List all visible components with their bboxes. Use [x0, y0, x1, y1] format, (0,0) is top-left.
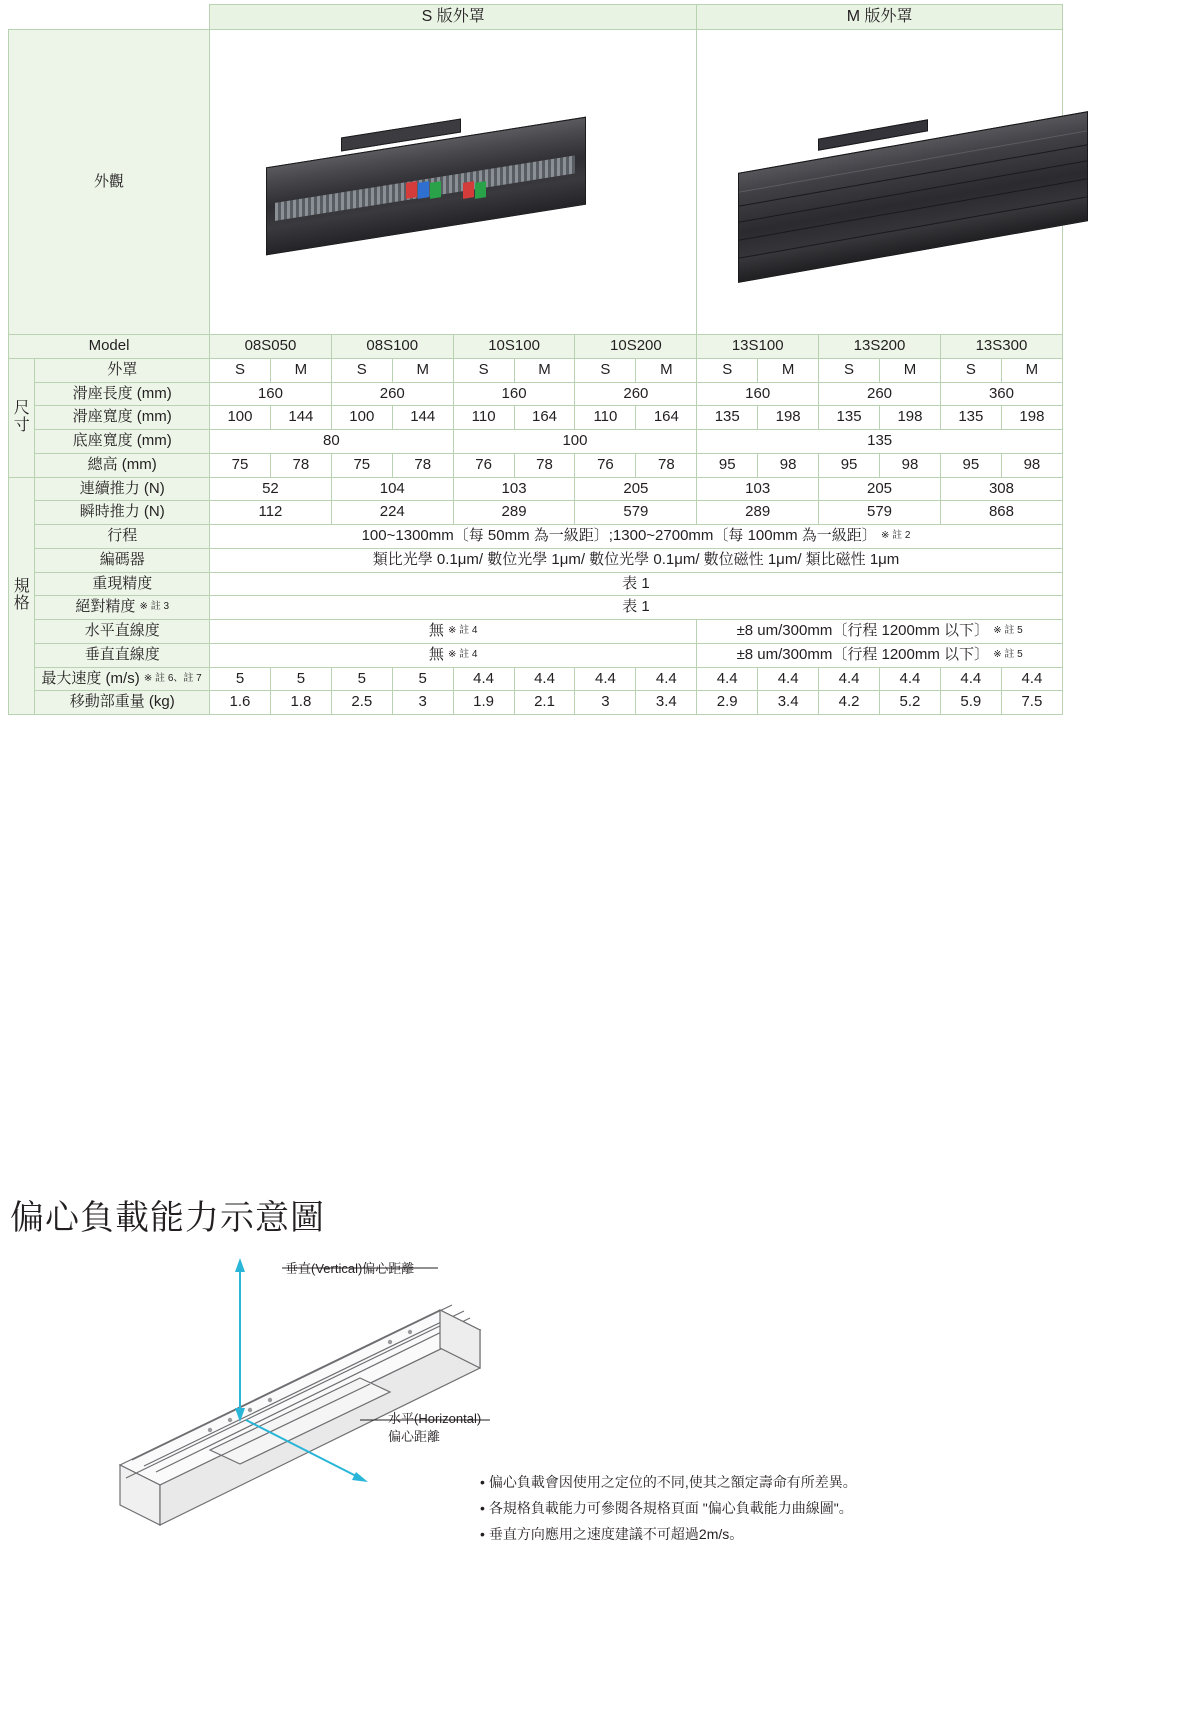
side-label-spec-c2: 格 — [13, 594, 30, 612]
cover-v4: S — [453, 358, 514, 382]
cover-v3: M — [392, 358, 453, 382]
cover-v12: S — [940, 358, 1001, 382]
row-label-total-height: 總高 (mm) — [35, 453, 210, 477]
row-label-cover: 外罩 — [35, 358, 210, 382]
total-height-v1: 78 — [270, 453, 331, 477]
cont-force-v4: 103 — [697, 477, 819, 501]
moving-mass-v3: 3 — [392, 691, 453, 715]
cont-force-v0: 52 — [210, 477, 332, 501]
total-height-v7: 78 — [636, 453, 697, 477]
moving-mass-v13: 7.5 — [1001, 691, 1062, 715]
h-straightness-left-value: 無 — [428, 622, 444, 639]
max-speed-v8: 4.4 — [697, 667, 758, 691]
row-label-accuracy-cell — [35, 596, 210, 620]
diagram-horizontal-label-line2: 偏心距離 — [388, 1429, 441, 1444]
slider-width-v2: 100 — [331, 406, 392, 430]
slider-width-v11: 198 — [880, 406, 941, 430]
slider-width-v12: 135 — [940, 406, 1001, 430]
diagram-notes — [480, 1470, 857, 1548]
cont-force-v6: 308 — [940, 477, 1062, 501]
table-row-stroke — [9, 525, 1063, 549]
moving-mass-v0: 1.6 — [210, 691, 271, 715]
accuracy-value: 表 1 — [210, 596, 1063, 620]
table-row-v-straightness — [9, 643, 1063, 667]
model-label: Model — [9, 335, 210, 359]
cover-v1: M — [270, 358, 331, 382]
total-height-v3: 78 — [392, 453, 453, 477]
cover-v9: M — [758, 358, 819, 382]
peak-force-v4: 289 — [697, 501, 819, 525]
total-height-v8: 95 — [697, 453, 758, 477]
row-label-h-straightness: 水平直線度 — [35, 620, 210, 644]
table-row-total-height — [9, 453, 1063, 477]
row-label-max-speed-note: ※ 註 6、註 7 — [143, 672, 202, 684]
max-speed-v2: 5 — [331, 667, 392, 691]
moving-mass-v2: 2.5 — [331, 691, 392, 715]
table-row-cover-headers — [9, 5, 1063, 30]
total-height-v4: 76 — [453, 453, 514, 477]
slider-length-v2: 160 — [453, 382, 575, 406]
specification-table — [8, 4, 1063, 715]
table-row-h-straightness — [9, 620, 1063, 644]
v-straightness-right — [697, 643, 1063, 667]
stroke-note: ※ 註 2 — [880, 529, 911, 541]
v-straightness-right-note: ※ 註 5 — [993, 648, 1023, 660]
note-item-1: • 偏心負載會因使用之定位的不同,使其之額定壽命有所差異。 — [480, 1470, 857, 1496]
table-row-repeatability — [9, 572, 1063, 596]
h-straightness-left — [210, 620, 697, 644]
table-row-peak-force — [9, 501, 1063, 525]
moving-mass-v4: 1.9 — [453, 691, 514, 715]
max-speed-v12: 4.4 — [940, 667, 1001, 691]
cont-force-v1: 104 — [331, 477, 453, 501]
row-label-cont-force: 連續推力 (N) — [35, 477, 210, 501]
cover-v8: S — [697, 358, 758, 382]
v-straightness-left — [210, 643, 697, 667]
total-height-v2: 75 — [331, 453, 392, 477]
max-speed-v3: 5 — [392, 667, 453, 691]
model-6: 13S300 — [940, 335, 1062, 359]
max-speed-v5: 4.4 — [514, 667, 575, 691]
table-row-moving-mass — [9, 691, 1063, 715]
h-straightness-left-note: ※ 註 4 — [448, 624, 478, 636]
cover-v2: S — [331, 358, 392, 382]
model-3: 10S200 — [575, 335, 697, 359]
moving-mass-v10: 4.2 — [819, 691, 880, 715]
actuator-s-chip-green — [430, 181, 441, 199]
peak-force-v3: 579 — [575, 501, 697, 525]
max-speed-v13: 4.4 — [1001, 667, 1062, 691]
cover-v6: S — [575, 358, 636, 382]
max-speed-v7: 4.4 — [636, 667, 697, 691]
table-row-model — [9, 335, 1063, 359]
cover-v0: S — [210, 358, 271, 382]
cont-force-v5: 205 — [819, 477, 941, 501]
model-5: 13S200 — [819, 335, 941, 359]
base-width-v0: 80 — [210, 430, 454, 454]
actuator-m-illustration — [698, 32, 1061, 332]
note-item-2: • 各規格負載能力可參閱各規格頁面 "偏心負載能力曲線圖"。 — [480, 1496, 857, 1522]
slider-width-v0: 100 — [210, 406, 271, 430]
max-speed-v11: 4.4 — [880, 667, 941, 691]
slider-width-v7: 164 — [636, 406, 697, 430]
empty-corner — [9, 5, 210, 30]
slider-length-v3: 260 — [575, 382, 697, 406]
slider-length-v6: 360 — [940, 382, 1062, 406]
header-s-cover: S 版外罩 — [210, 5, 697, 30]
row-label-slider-length: 滑座長度 (mm) — [35, 382, 210, 406]
table-row-slider-length — [9, 382, 1063, 406]
moving-mass-v9: 3.4 — [758, 691, 819, 715]
slider-length-v0: 160 — [210, 382, 332, 406]
moving-mass-v5: 2.1 — [514, 691, 575, 715]
h-straightness-right-note: ※ 註 5 — [993, 624, 1023, 636]
row-label-v-straightness: 垂直直線度 — [35, 643, 210, 667]
total-height-v5: 78 — [514, 453, 575, 477]
model-2: 10S100 — [453, 335, 575, 359]
slider-width-v8: 135 — [697, 406, 758, 430]
total-height-v10: 95 — [819, 453, 880, 477]
stroke-value: 100~1300mm〔每 50mm 為一級距〕;1300~2700mm〔每 100mm 為一級距〕 — [361, 527, 877, 544]
section-title: 偏心負載能力示意圖 — [10, 1199, 325, 1237]
table-row-max-speed — [9, 667, 1063, 691]
moving-mass-v1: 1.8 — [270, 691, 331, 715]
v-straightness-left-value: 無 — [428, 645, 444, 663]
h-straightness-right-value: ±8 um/300mm〔行程 1200mm 以下〕 — [736, 622, 990, 639]
cover-v11: M — [880, 358, 941, 382]
row-label-base-width: 底座寬度 (mm) — [35, 430, 210, 454]
note-item-3: • 垂直方向應用之速度建議不可超過2m/s。 — [480, 1522, 857, 1548]
slider-width-v3: 144 — [392, 406, 453, 430]
slider-width-v6: 110 — [575, 406, 636, 430]
spec-table-wrapper — [8, 4, 1063, 715]
moving-mass-v8: 2.9 — [697, 691, 758, 715]
total-height-v12: 95 — [940, 453, 1001, 477]
side-label-spec-c1: 規 — [13, 577, 30, 595]
model-4: 13S100 — [697, 335, 819, 359]
max-speed-v4: 4.4 — [453, 667, 514, 691]
repeatability-value: 表 1 — [210, 572, 1063, 596]
table-row-base-width — [9, 430, 1063, 454]
row-label-peak-force: 瞬時推力 (N) — [35, 501, 210, 525]
side-label-dimension-c1: 尺 — [13, 399, 30, 417]
row-label-encoder: 編碼器 — [35, 548, 210, 572]
side-label-dimension — [9, 358, 35, 477]
slider-width-v9: 198 — [758, 406, 819, 430]
max-speed-v9: 4.4 — [758, 667, 819, 691]
v-straightness-right-value: ±8 um/300mm〔行程 1200mm 以下〕 — [736, 645, 990, 663]
model-0: 08S050 — [210, 335, 332, 359]
appearance-label-text: 外觀 — [94, 172, 125, 190]
table-row-slider-width — [9, 406, 1063, 430]
total-height-v6: 76 — [575, 453, 636, 477]
product-image-m — [697, 30, 1063, 335]
h-straightness-right — [697, 620, 1063, 644]
table-row-cont-force — [9, 477, 1063, 501]
row-label-stroke: 行程 — [35, 525, 210, 549]
total-height-v13: 98 — [1001, 453, 1062, 477]
row-label-moving-mass: 移動部重量 (kg) — [35, 691, 210, 715]
row-label-repeatability: 重現精度 — [35, 572, 210, 596]
slider-length-v4: 160 — [697, 382, 819, 406]
peak-force-v6: 868 — [940, 501, 1062, 525]
moving-mass-v6: 3 — [575, 691, 636, 715]
peak-force-v1: 224 — [331, 501, 453, 525]
cover-v10: S — [819, 358, 880, 382]
total-height-v11: 98 — [880, 453, 941, 477]
side-label-spec — [9, 477, 35, 715]
actuator-s-chip-green2 — [475, 181, 486, 199]
slider-length-v5: 260 — [819, 382, 941, 406]
slider-width-v5: 164 — [514, 406, 575, 430]
actuator-s-illustration — [211, 32, 695, 332]
slider-width-v13: 198 — [1001, 406, 1062, 430]
row-label-accuracy: 絕對精度 — [75, 598, 136, 616]
cover-v7: M — [636, 358, 697, 382]
row-label-max-speed-cell — [35, 667, 210, 691]
moving-mass-v11: 5.2 — [880, 691, 941, 715]
base-width-v1: 100 — [453, 430, 697, 454]
slider-width-v1: 144 — [270, 406, 331, 430]
max-speed-v1: 5 — [270, 667, 331, 691]
v-straightness-left-note: ※ 註 4 — [448, 648, 478, 660]
diagram-horizontal-label-line1: 水平(Horizontal) — [388, 1411, 482, 1426]
peak-force-v5: 579 — [819, 501, 941, 525]
total-height-v9: 98 — [758, 453, 819, 477]
encoder-value: 類比光學 0.1μm/ 數位光學 1μm/ 數位光學 0.1μm/ 數位磁性 1μm/ 類比磁性 1μm — [210, 548, 1063, 572]
table-row-appearance — [9, 30, 1063, 335]
cont-force-v2: 103 — [453, 477, 575, 501]
slider-width-v10: 135 — [819, 406, 880, 430]
header-m-cover: M 版外罩 — [697, 5, 1063, 30]
stroke-value-cell — [210, 525, 1063, 549]
peak-force-v2: 289 — [453, 501, 575, 525]
cover-v5: M — [514, 358, 575, 382]
moving-mass-v12: 5.9 — [940, 691, 1001, 715]
row-label-slider-width: 滑座寬度 (mm) — [35, 406, 210, 430]
table-row-encoder — [9, 548, 1063, 572]
table-row-accuracy — [9, 596, 1063, 620]
slider-length-v1: 260 — [331, 382, 453, 406]
max-speed-v10: 4.4 — [819, 667, 880, 691]
appearance-label — [9, 30, 210, 335]
peak-force-v0: 112 — [210, 501, 332, 525]
row-label-max-speed: 最大速度 (m/s) — [41, 669, 140, 687]
diagram-vertical-label: 垂直(Vertical)偏心距離 — [285, 1261, 415, 1276]
base-width-v2: 135 — [697, 430, 1063, 454]
actuator-s-chip-blue — [418, 181, 429, 199]
cont-force-v3: 205 — [575, 477, 697, 501]
total-height-v0: 75 — [210, 453, 271, 477]
max-speed-v6: 4.4 — [575, 667, 636, 691]
model-1: 08S100 — [331, 335, 453, 359]
table-row-cover — [9, 358, 1063, 382]
cover-v13: M — [1001, 358, 1062, 382]
side-label-dimension-c2: 寸 — [13, 416, 30, 434]
actuator-s-chip-red — [406, 181, 417, 199]
max-speed-v0: 5 — [210, 667, 271, 691]
actuator-s-chip-red2 — [463, 181, 474, 199]
moving-mass-v7: 3.4 — [636, 691, 697, 715]
product-image-s — [210, 30, 697, 335]
row-label-accuracy-note: ※ 註 3 — [139, 601, 170, 613]
slider-width-v4: 110 — [453, 406, 514, 430]
actuator-m-body — [738, 111, 1088, 283]
